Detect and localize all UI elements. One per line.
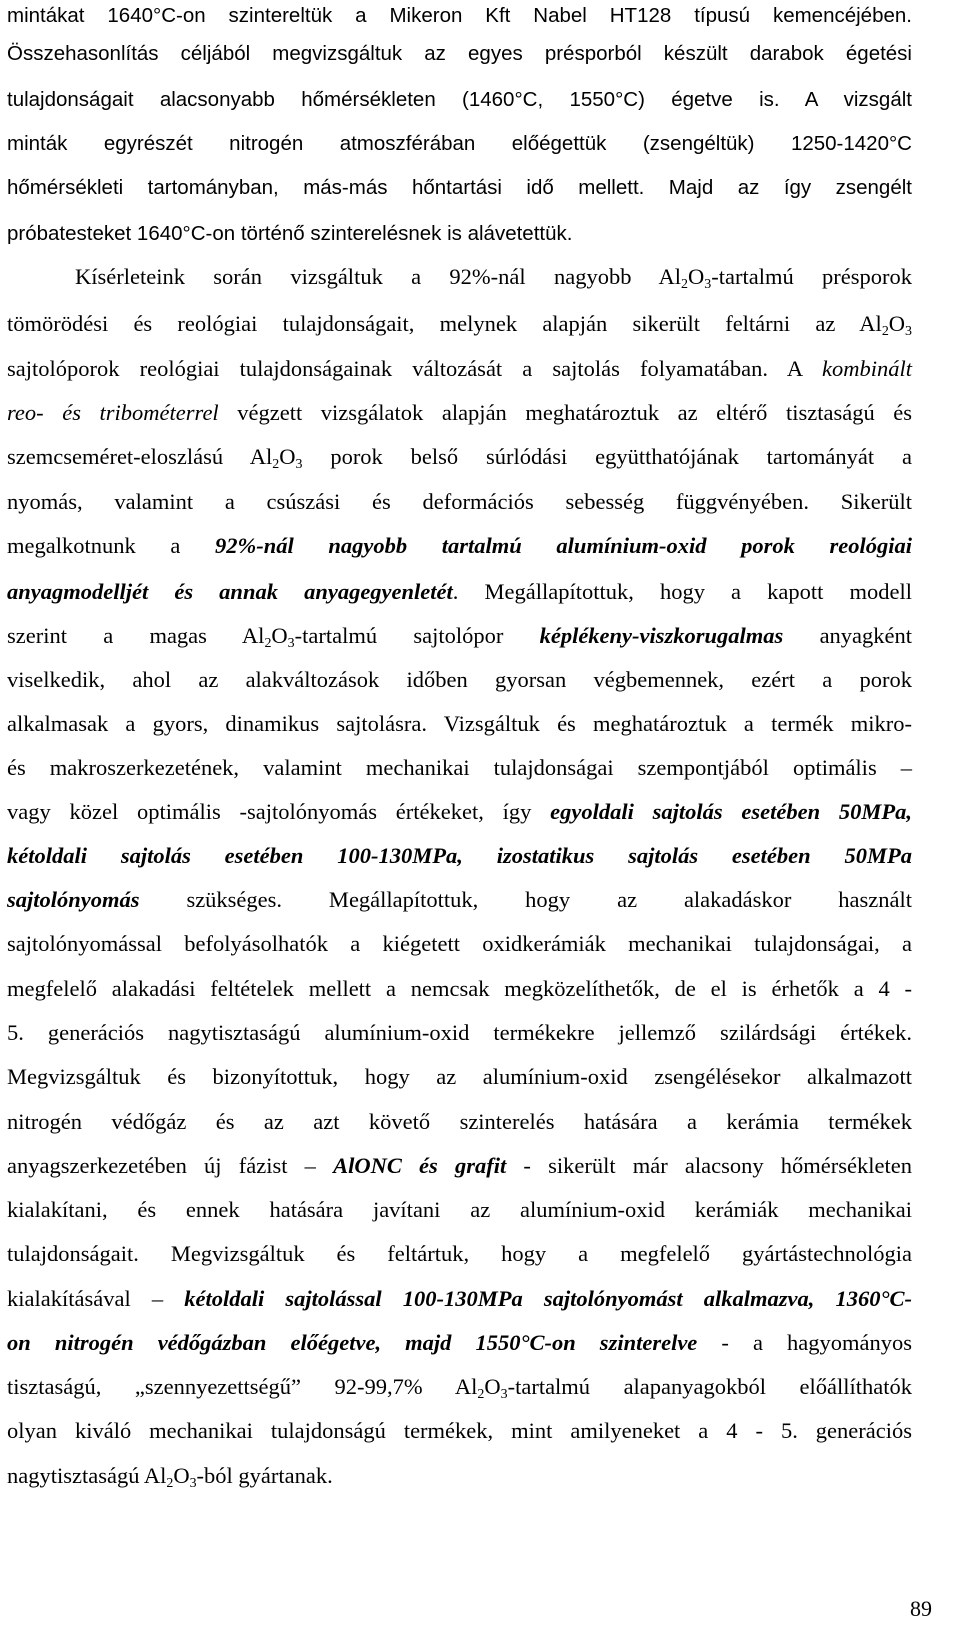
- emphasis: kétoldali sajtolással 100-130MPa sajtolónyomást alkalmazva, 1360°C-: [184, 1286, 912, 1311]
- text-line: próbatesteket 1640°C-on történő szinterelésnek is alávetettük.: [7, 222, 573, 245]
- emphasis: AlONC és grafit: [333, 1153, 507, 1178]
- emphasis: anyagmodelljét és annak anyagegyenletét: [7, 579, 453, 604]
- text-line: anyagszerkezetében új fázist – AlONC és grafit - sikerült már alacsony hőmérsékleten: [7, 1153, 913, 1178]
- text-line: anyagmodelljét és annak anyagegyenletét. Megállapítottuk, hogy a kapott modell: [7, 579, 912, 604]
- text-line: szerint a magas $Al_2O_3$-tartalmú sajtolópor képlékeny-viszkorugalmas anyagként: [7, 623, 913, 652]
- text-line: megfelelő alakadási feltételek mellett a nemcsak megközelíthetők, de el is érhetők a 4 -: [7, 976, 912, 1001]
- text-line: on nitrogén védőgázban előégetve, majd 1550°C-on szinterelve - a hagyományos: [7, 1330, 912, 1355]
- text-line: nitrogén védőgáz és az azt követő szinterelés hatására a kerámia termékek: [7, 1109, 912, 1134]
- italic-term: kombinált: [822, 356, 913, 381]
- italic-term: reo- és tribométerrel: [7, 400, 219, 425]
- text-line: Összehasonlítás céljából megvizsgáltuk az egyes présporból készült darabok égetési: [7, 42, 912, 65]
- text-line: kialakítani, és ennek hatására javítani az alumínium-oxid kerámiák mechanikai: [7, 1197, 912, 1222]
- text-line: 5. generációs nagytisztaságú alumínium-oxid termékekre jellemző szilárdsági értékek.: [7, 1020, 912, 1045]
- text-line: mintákat 1640°C-on szintereltük a Mikeron Kft Nabel HT128 típusú kemencéjében.: [7, 4, 912, 27]
- emphasis: kétoldali sajtolás esetében 100-130MPa, izostatikus sajtolás esetében 50MPa: [7, 843, 912, 868]
- text-line: kialakításával – kétoldali sajtolással 100-130MPa sajtolónyomást alkalmazva, 1360°C-: [7, 1286, 912, 1311]
- emphasis: 92%-nál nagyobb tartalmú alumínium-oxid porok reológiai: [215, 533, 912, 558]
- text-line: Kísérleteink során vizsgáltuk a 92%-nál nagyobb $Al_2O_3$-tartalmú présporok: [75, 264, 912, 293]
- text-line: nagytisztaságú $Al_2O_3$-ból gyártanak.: [7, 1463, 333, 1492]
- page-number: 89: [910, 1596, 932, 1621]
- emphasis: egyoldali sajtolás esetében 50MPa,: [550, 799, 912, 824]
- text-line: tulajdonságait alacsonyabb hőmérsékleten (1460°C, 1550°C) égetve is. A vizsgált: [7, 88, 912, 111]
- text-line: szemcseméret-eloszlású $Al_2O_3$ porok belső súrlódási együtthatójának tartományát a: [7, 444, 912, 473]
- text-line: [7, 842, 912, 870]
- text-line: sajtolóporok reológiai tulajdonságainak változását a sajtolás folyamatában. A kombinált: [7, 356, 913, 381]
- text-line: tisztaságú, „szennyezettségű” 92-99,7% $Al_2O_3$-tartalmú alapanyagokból előállíthatók: [7, 1374, 912, 1403]
- text-line: tömörödési és reológiai tulajdonságait, melynek alapján sikerült feltárni az $Al_2O_3$: [7, 311, 912, 340]
- emphasis: sajtolónyomás: [7, 887, 140, 912]
- text-line: Megvizsgáltuk és bizonyítottuk, hogy az alumínium-oxid zsengélésekor alkalmazott: [7, 1064, 912, 1089]
- text-line: nyomás, valamint a csúszási és deformációs sebesség függvényében. Sikerült: [7, 489, 912, 514]
- text-line: és makroszerkezetének, valamint mechanikai tulajdonságai szempontjából optimális –: [7, 755, 912, 780]
- text-line: olyan kiváló mechanikai tulajdonságú termékek, mint amilyeneket a 4 - 5. generációs: [7, 1418, 912, 1443]
- text-line: reo- és tribométerrel végzett vizsgálatok alapján meghatároztuk az eltérő tisztaságú és: [7, 400, 913, 425]
- text-line: sajtolónyomással befolyásolhatók a kiégetett oxidkerámiák mechanikai tulajdonságai, a: [7, 931, 912, 956]
- text-line: minták egyrészét nitrogén atmoszférában előégettük (zsengéltük) 1250-1420°C: [7, 132, 912, 155]
- text-line: viselkedik, ahol az alakváltozások időben gyorsan végbemennek, ezért a porok: [7, 667, 912, 692]
- text-line: vagy közel optimális -sajtolónyomás értékeket, így egyoldali sajtolás esetében 50MPa,: [7, 799, 912, 824]
- emphasis: képlékeny-viszkorugalmas: [539, 623, 784, 648]
- text-line: megalkotnunk a 92%-nál nagyobb tartalmú alumínium-oxid porok reológiai: [7, 533, 912, 558]
- text-line: tulajdonságait. Megvizsgáltuk és feltártuk, hogy a megfelelő gyártástechnológia: [7, 1241, 912, 1266]
- text-line: alkalmasak a gyors, dinamikus sajtolásra. Vizsgáltuk és meghatároztuk a termék mikro-: [7, 711, 912, 736]
- text-line: hőmérsékleti tartományban, más-más hőntartási idő mellett. Majd az így zsengélt: [7, 176, 912, 199]
- emphasis: on nitrogén védőgázban előégetve, majd 1550°C-on szinterelve: [7, 1330, 698, 1355]
- text-line: sajtolónyomás szükséges. Megállapítottuk, hogy az alakadáskor használt: [7, 887, 913, 912]
